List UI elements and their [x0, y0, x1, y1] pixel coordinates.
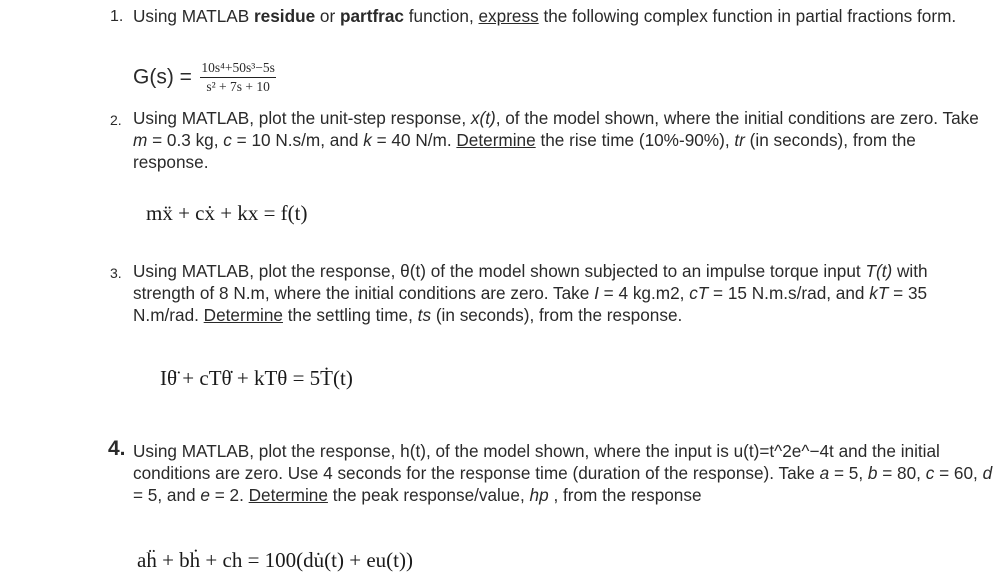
- numerator: 10s⁴+50s³−5s: [200, 60, 276, 78]
- transfer-function: [133, 60, 276, 95]
- question-number: 2.: [110, 112, 122, 128]
- fraction: [200, 60, 276, 95]
- denominator: s² + 7s + 10: [206, 79, 270, 94]
- question-number: 1.: [110, 8, 124, 25]
- question-text: Using MATLAB, plot the response, h(t), of the model shown, where the input is u(t)=t^2e^−4t and the initial conditions are zero. Use 4 seconds for the response time (duration of the response). Take a = 5, b = 80, c = 60, d = 5, and e = 2. Determine the peak response/value, hp , from the response: [133, 441, 993, 505]
- question-text: Using MATLAB, plot the response, θ(t) of the model shown subjected to an impulse torque input T(t) with strength of 8 N.m, where the initial conditions are zero. Take I = 4 kg.m2, cT = 15 N.m.s/rad, and kT = 35 N.m/rad. Determine the settling time, ts (in seconds), from the response.: [133, 261, 928, 325]
- equation-of-motion: mẍ + cẋ + kx = f(t): [146, 201, 308, 225]
- equation-of-motion: Iθ̈ + cTθ̇ + kTθ = 5Ṫ(t): [160, 366, 353, 390]
- function-lhs: G(s) =: [133, 65, 192, 89]
- equation-of-motion: aḧ + bḣ + ch = 100(du̇(t) + eu(t)): [137, 548, 413, 572]
- question-number: 4.: [108, 437, 126, 460]
- question-text: Using MATLAB, plot the unit-step response, x(t), of the model shown, where the initial conditions are zero. Take m = 0.3 kg, c = 10 N.s/m, and k = 40 N/m. Determine the rise time (10%-90%), tr (in seconds), from the response.: [133, 108, 979, 172]
- question-text: Using MATLAB residue or partfrac function, express the following complex function in partial fractions form.: [133, 6, 957, 26]
- question-number: 3.: [110, 265, 122, 281]
